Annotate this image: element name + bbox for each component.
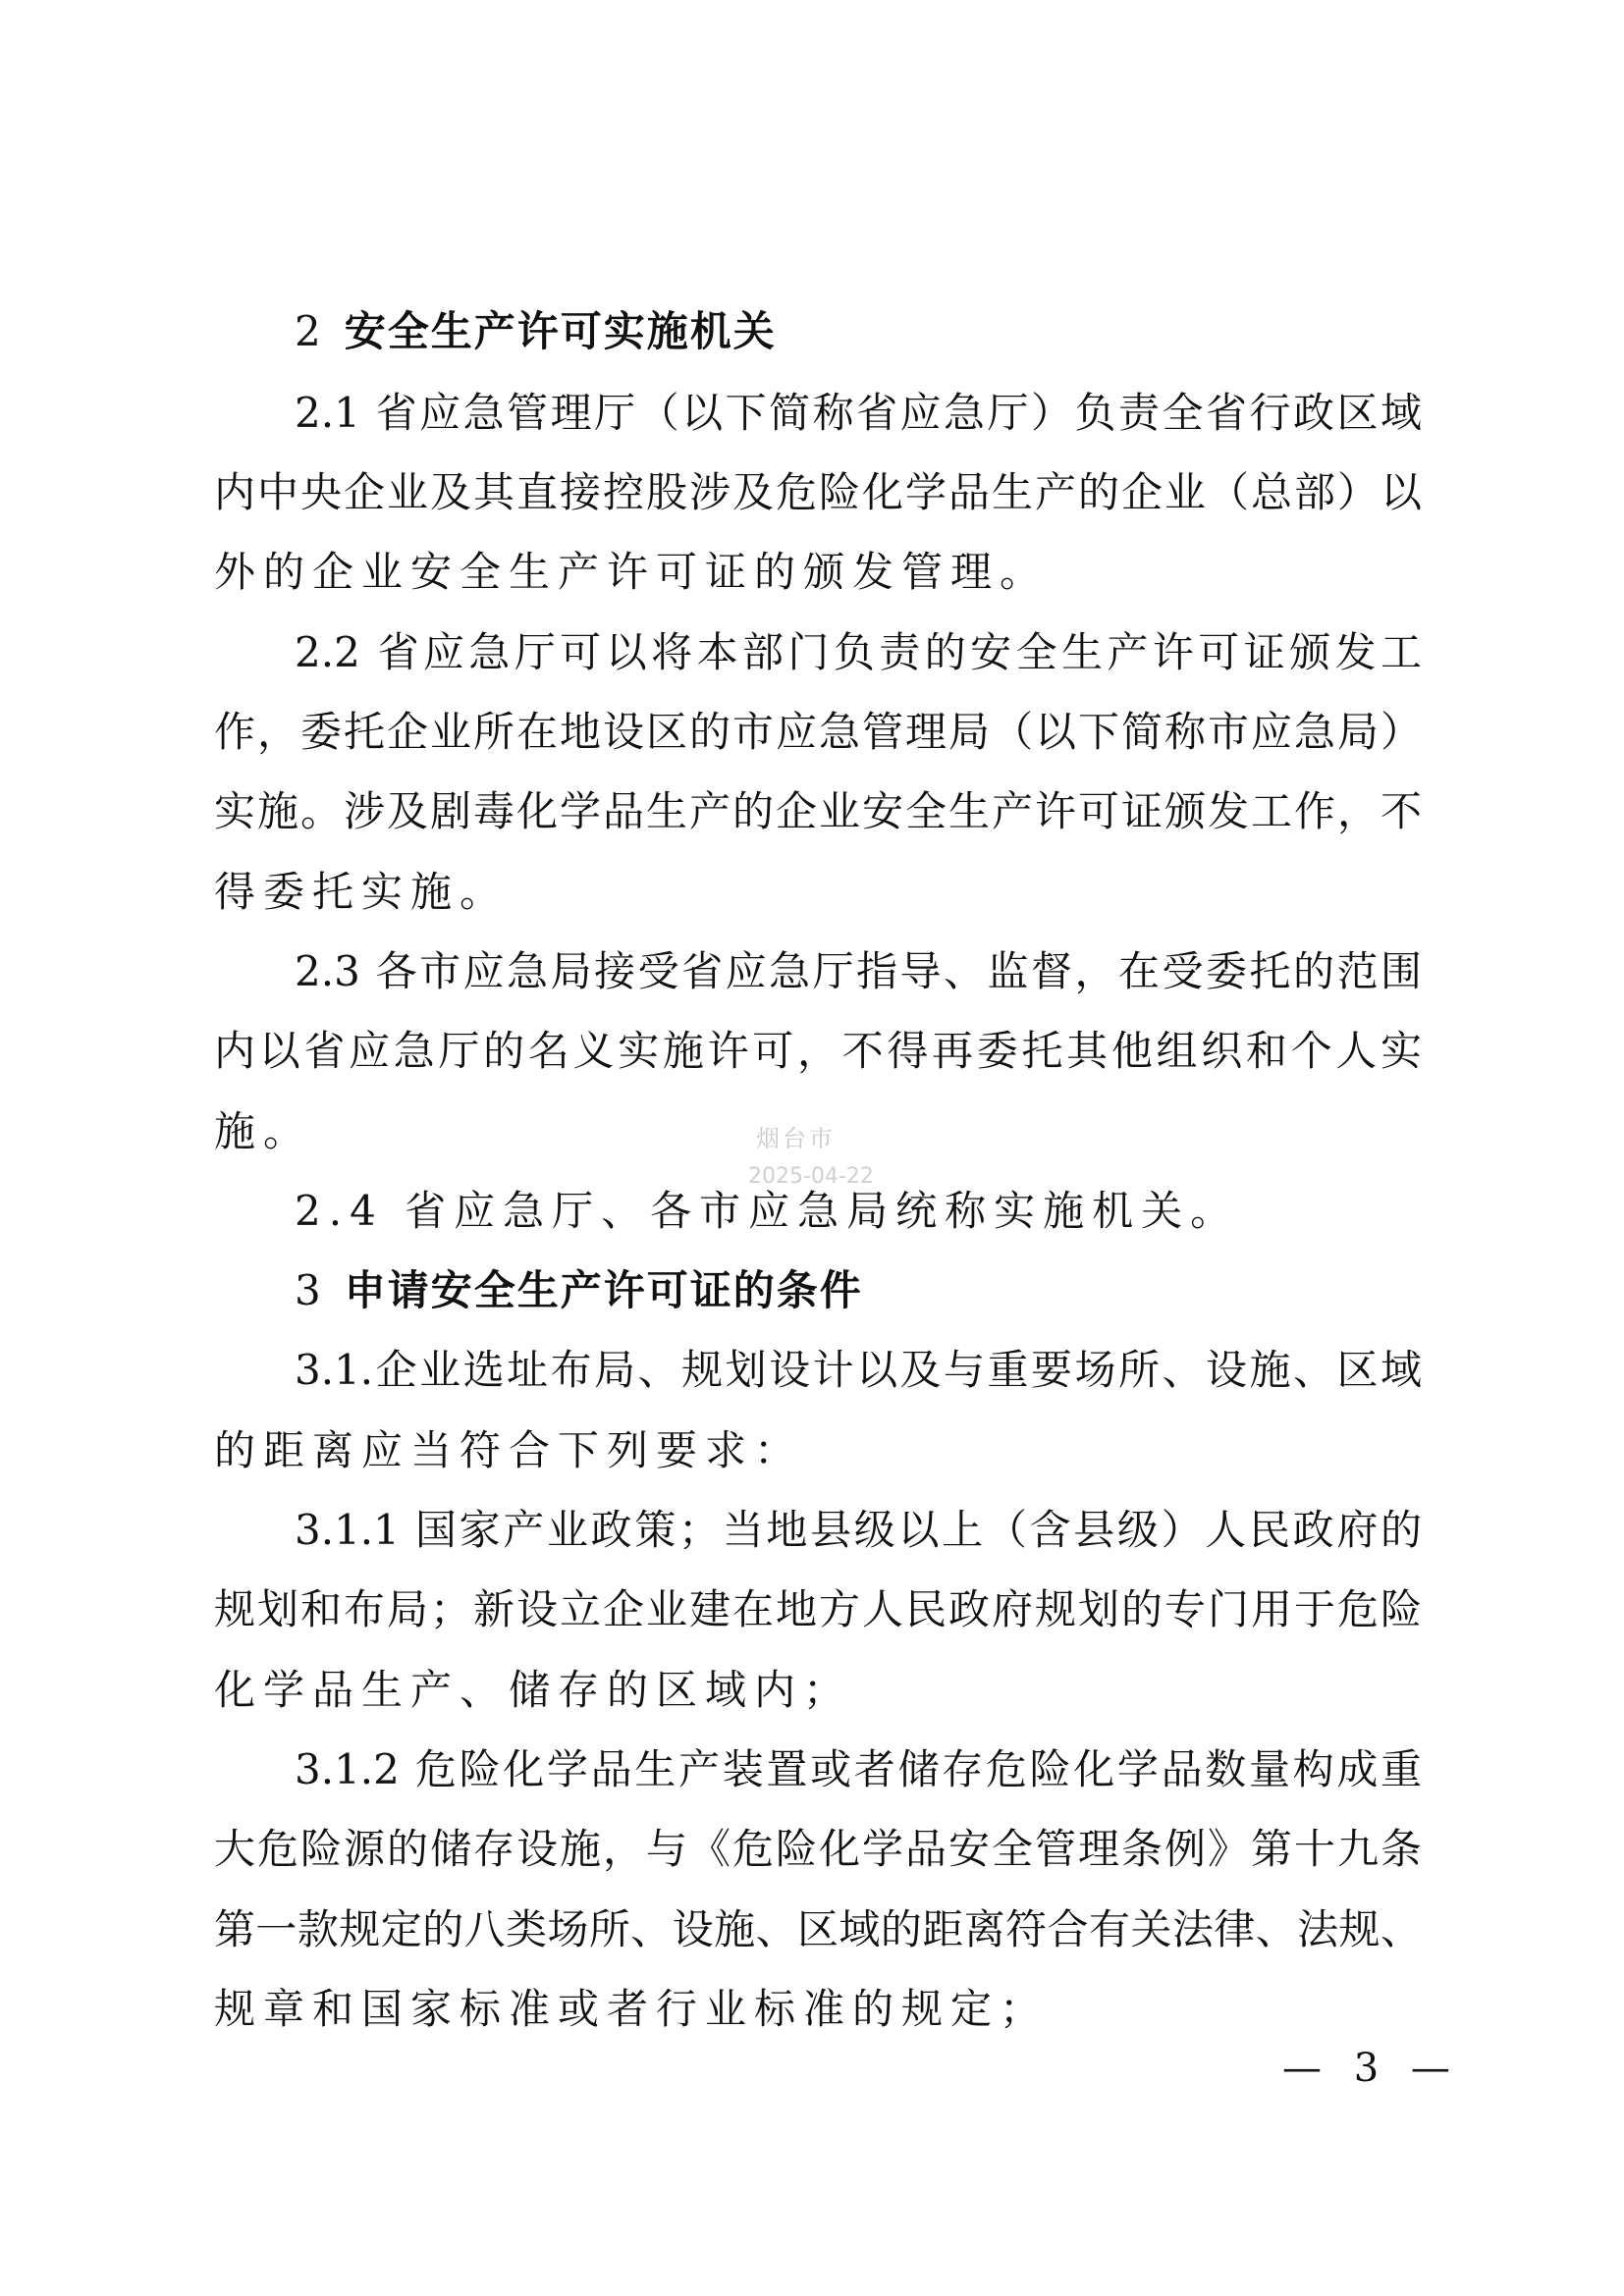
paragraph-line: 第一款规定的八类场所、设施、区域的距离符合有关法律、法规、 [214,1905,1422,1953]
page-number: — 3 — [1282,2046,1460,2091]
section-heading-2 [295,304,1422,359]
paragraph-line: 得委托实施。 [214,868,510,916]
paragraph-line: 内以省应急厅的名义实施许可，不得再委托其他组织和个人实 [214,1027,1422,1075]
paragraph-line: 外的企业安全生产许可证的颁发管理。 [214,548,1050,596]
section-number: 2 [295,307,323,355]
paragraph-line: 3.1.企业选址布局、规划设计以及与重要场所、设施、区域 [295,1346,1422,1394]
section-number: 3 [295,1266,323,1314]
paragraph-line: 实施。涉及剧毒化学品生产的企业安全生产许可证颁发工作，不 [214,787,1422,835]
section-title: 申请安全生产许可证的条件 [344,1266,863,1314]
paragraph-line: 2.4 省应急厅、各市应急局统称实施机关。 [295,1187,1240,1235]
section-heading-3 [295,1263,1422,1318]
paragraph-line: 3.1.1 国家产业政策；当地县级以上（含县级）人民政府的 [295,1506,1422,1554]
paragraph-line: 3.1.2 危险化学品生产装置或者储存危险化学品数量构成重 [295,1745,1422,1793]
paragraph-line: 规章和国家标准或者行业标准的规定； [214,1985,1050,2033]
paragraph-line: 化学品生产、储存的区域内； [214,1666,853,1714]
watermark-date: 2025-04-22 [748,1164,874,1189]
paragraph-line: 2.1 省应急管理厅（以下简称省应急厅）负责全省行政区域 [295,389,1422,437]
paragraph-line: 作，委托企业所在地设区的市应急管理局（以下简称市应急局） [214,708,1422,756]
section-title: 安全生产许可实施机关 [344,307,777,355]
paragraph-line: 大危险源的储存设施，与《危险化学品安全管理条例》第十九条 [214,1825,1422,1873]
paragraph-line: 2.3 各市应急局接受省应急厅指导、监督，在受委托的范围 [295,947,1422,995]
paragraph-line: 规划和布局；新设立企业建在地方人民政府规划的专门用于危险 [214,1585,1422,1633]
watermark-city: 烟台市 [756,1125,836,1152]
paragraph-line: 施。 [214,1107,313,1155]
paragraph-line: 2.2 省应急厅可以将本部门负责的安全生产许可证颁发工 [295,628,1422,676]
paragraph-line: 内中央企业及其直接控股涉及危险化学品生产的企业（总部）以 [214,468,1422,516]
paragraph-line: 的距离应当符合下列要求： [214,1426,804,1474]
